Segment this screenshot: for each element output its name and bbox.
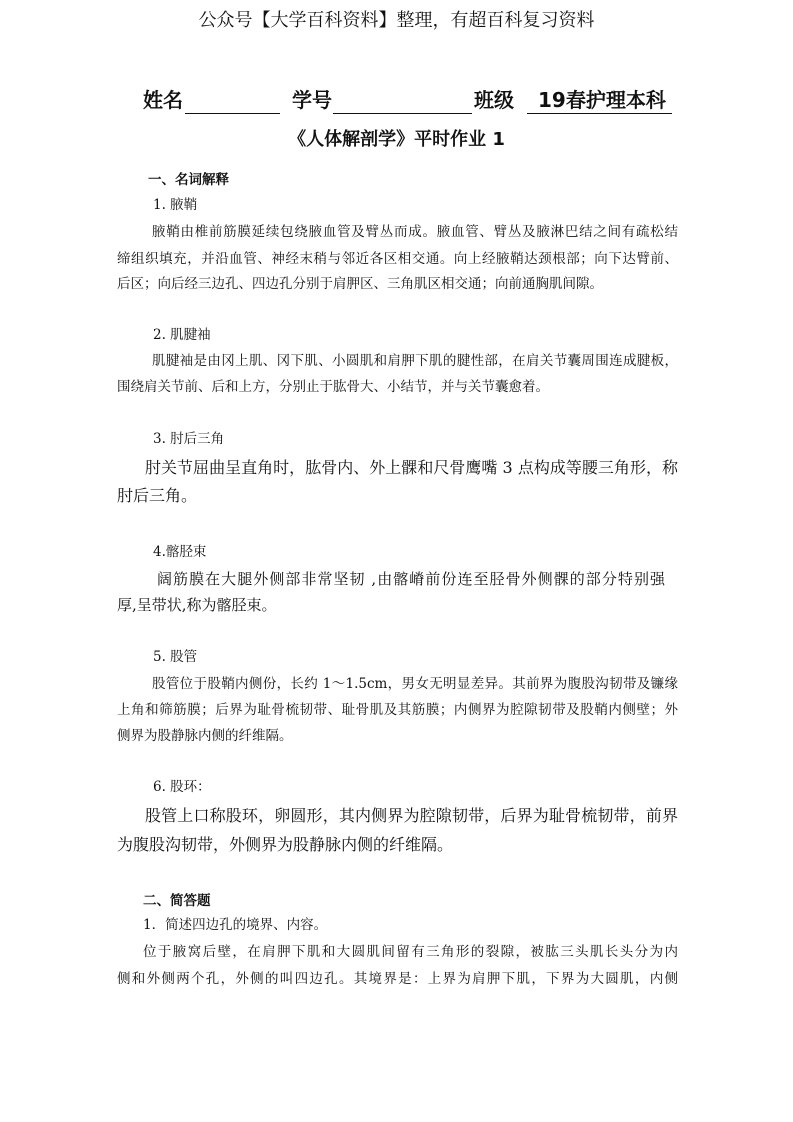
text-line: 缔组织填充，并沿血管、神经末稍与邻近各区相交通。向上经腋鞘达颈根部；向下达臂前、: [117, 251, 678, 267]
text-line: 位于腋窝后壁，在肩胛下肌和大圆肌间留有三角形的裂隙，被肱三头肌长头分为内: [143, 944, 678, 960]
class-value: 19春护理本科: [538, 88, 666, 112]
page-title: 《人体解剖学》平时作业 1: [288, 129, 505, 150]
watermark-header: 公众号【大学百科资料】整理，有超百科复习资料: [198, 10, 595, 31]
text-line: 围绕肩关节前、后和上方，分别止于肱骨大、小结节，并与关节囊愈着。: [117, 379, 549, 395]
class-label: 班级: [474, 88, 514, 112]
text-line: 腋鞘由椎前筋膜延续包绕腋血管及臂丛而成。腋血管、臂丛及腋淋巴结之间有疏松结: [152, 224, 678, 240]
id-field[interactable]: [333, 113, 472, 114]
term-title: 2. 肌腱袖: [153, 327, 211, 343]
text-line: 为腹股沟韧带，外侧界为股静脉内侧的纤维隔。: [117, 835, 454, 854]
section-heading: 一、名词解释: [148, 172, 229, 188]
id-label: 学号: [292, 88, 332, 112]
text-line: 后区；向后经三边孔、四边孔分别于肩胛区、三角肌区相交通；向前通胸肌间隙。: [117, 276, 603, 292]
term-title: 6. 股环：: [153, 779, 211, 795]
term-title: 3. 肘后三角: [153, 431, 225, 447]
text-line: 股管位于股鞘内侧份，长约 1～1.5cm，男女无明显差异。其前界为腹股沟韧带及镰缘: [152, 676, 678, 692]
text-line: 肘关节屈曲呈直角时，肱骨内、外上髁和尺骨鹰嘴 3 点构成等腰三角形，称: [145, 458, 678, 477]
section-heading: 二、简答题: [143, 893, 211, 909]
text-line: 肌腱袖是由冈上肌、冈下肌、小圆肌和肩胛下肌的腱性部，在肩关节囊周围连成腱板，: [152, 353, 678, 369]
text-line: 阔筋膜在大腿外侧部非常坚韧 ,由髂嵴前份连至胫骨外侧髁的部分特别强: [157, 570, 665, 588]
term-title: 1. 腋鞘: [153, 197, 198, 213]
question-title: 1．简述四边孔的境界、内容。: [143, 917, 328, 933]
text-line: 侧界为股静脉内侧的纤维隔。: [117, 728, 293, 744]
term-title: 5. 股管: [153, 649, 198, 665]
text-line: 侧和外侧两个孔，外侧的叫四边孔。其境界是：上界为肩胛下肌，下界为大圆肌，内侧: [117, 971, 678, 987]
text-line: 厚,呈带状,称为髂胫束。: [117, 596, 277, 614]
name-label: 姓名: [143, 88, 183, 112]
text-line: 股管上口称股环，卵圆形，其内侧界为腔隙韧带，后界为耻骨梳韧带，前界: [145, 806, 678, 825]
term-title: 4.髂胫束: [153, 544, 207, 560]
class-field-line: [527, 113, 672, 114]
name-field[interactable]: [185, 113, 280, 114]
text-line: 上角和筛筋膜；后界为耻骨梳韧带、耻骨肌及其筋膜；内侧界为腔隙韧带及股鞘内侧壁；外: [117, 702, 678, 718]
text-line: 肘后三角。: [117, 486, 198, 505]
